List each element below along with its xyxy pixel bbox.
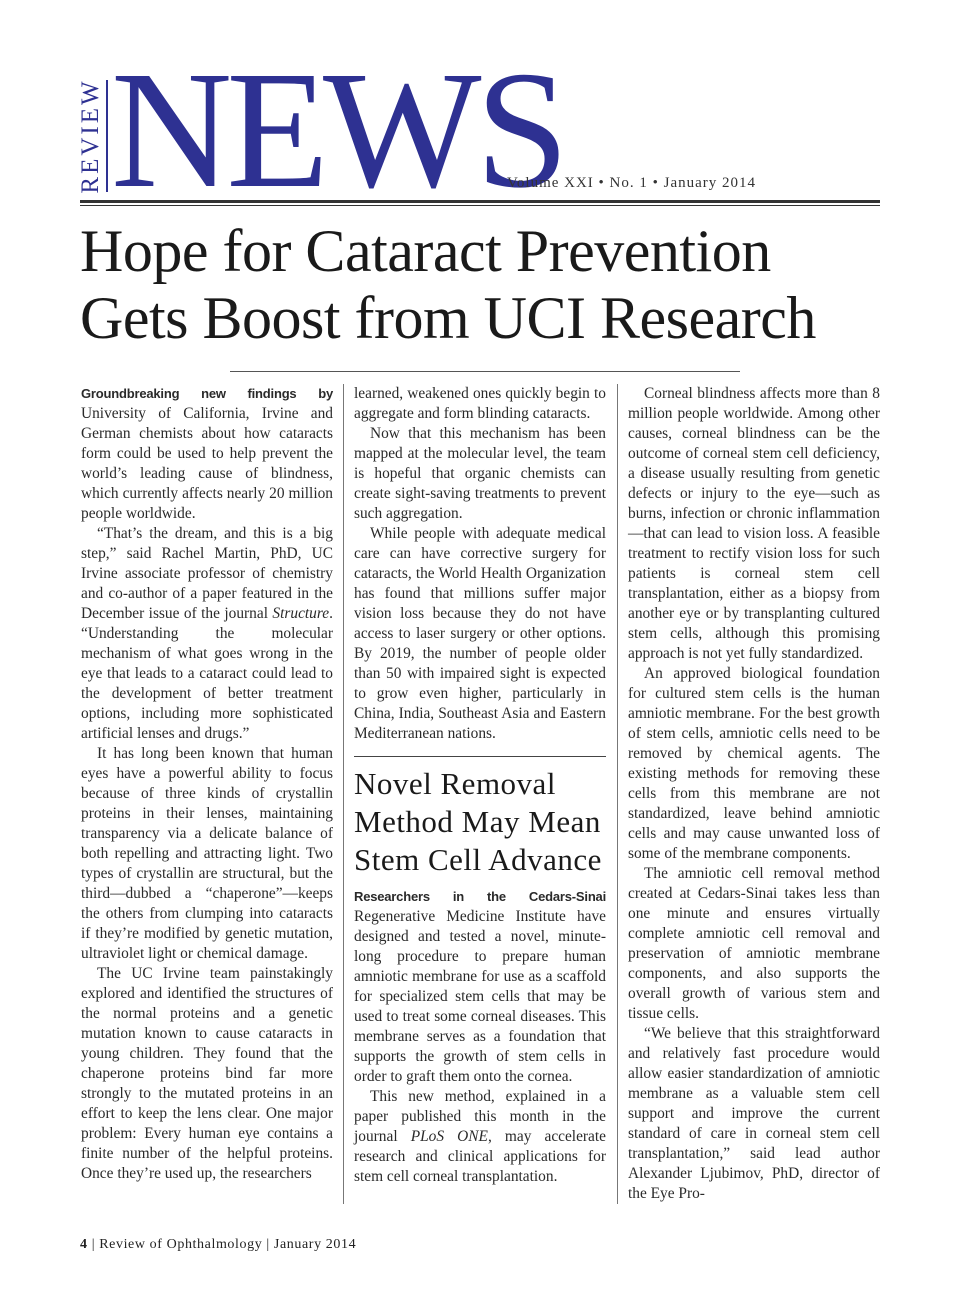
masthead-rule-thick xyxy=(80,200,880,203)
article-column-1 xyxy=(81,384,333,1184)
headline-line-2: Gets Boost from UCI Research xyxy=(80,285,816,351)
page-footer xyxy=(80,1237,356,1253)
article-paragraph: “That’s the dream, and this is a big step,” said Rachel Martin, PhD, UC Irvine associate professor of chemistry and co-author of a paper featured in the December issue of the journal Structure. “Understanding the molecular mechanism of what goes wrong in the eye that leads to a cataract could lead to the development of better treatment options, including more sophisticated artificial lenses and drugs.” xyxy=(81,525,333,742)
lead-in: Researchers in the Cedars-Sinai xyxy=(354,889,606,904)
article-paragraph: The amniotic cell removal method created at Cedars-Sinai takes less than one minute and ensures virtually complete amniotic cell removal and preservation of amniotic membrane components, and also supports the overall growth of various stem and tissue cells. xyxy=(628,865,880,1022)
article-paragraph: While people with adequate medical care can have corrective surgery for cataracts, the World Health Organization has found that millions suffer major vision loss because they do not have access to laser surgery or other options. By 2019, the number of people older than 50 with impaired sight is expected to grow even higher, particularly in China, India, Southeast Asia and Eastern Mediterranean nations. xyxy=(354,525,606,742)
footer-text: | Review of Ophthalmology | January 2014 xyxy=(87,1237,357,1252)
news-masthead-title: NEWS xyxy=(111,37,563,223)
article-paragraph: “We believe that this straightforward and relatively fast procedure would allow easier standardization of amniotic membrane as a valuable stem cell support and improve the current standard of care in corneal stem cell transplantation,” said lead author Alexander Ljubimov, PhD, director of the Eye Pro- xyxy=(628,1025,880,1202)
article-paragraph: learned, weakened ones quickly begin to aggregate and form blinding cataracts. xyxy=(354,385,606,422)
main-headline xyxy=(80,218,900,352)
article-paragraph: Groundbreaking new findings by University of California, Irvine and German chemists about how cataracts form could be used to help prevent the world’s leading cause of blindness, which currently affects nearly 20 million people worldwide. xyxy=(81,386,333,522)
article-paragraph: This new method, explained in a paper published this month in the journal PLoS ONE, may accelerate research and clinical applications for stem cell corneal transplantation. xyxy=(354,1088,606,1185)
review-vertical-label: REVIEW xyxy=(76,80,108,192)
page-number: 4 xyxy=(80,1237,88,1252)
article-paragraph: Now that this mechanism has been mapped at the molecular level, the team is hopeful that organic chemists can create sight-saving treatments to prevent such aggregation. xyxy=(354,425,606,522)
lead-in: Groundbreaking new findings by xyxy=(81,386,333,401)
issue-info: Volume XXI • No. 1 • January 2014 xyxy=(507,175,757,191)
article-column-3 xyxy=(628,384,880,1204)
article-paragraph: The UC Irvine team painstakingly explored and identified the structures of the normal proteins and a genetic mutation known to cause cataracts in young children. They found that the chaperone proteins bind far more strongly to the mutated proteins in an effort to keep the lens clear. One major problem: Every human eye contains a finite number of the helpful proteins. Once they’re used up, the researchers xyxy=(81,965,333,1182)
column-divider xyxy=(617,384,618,1204)
article-paragraph: Corneal blindness affects more than 8 million people worldwide. Among other causes, corneal blindness can be the outcome of corneal stem cell deficiency, a disease usually resulting from genetic defects or injury to the eye—such as burns, infection or chronic inflammation—that can lead to vision loss. A feasible treatment to rectify vision loss for such patients is corneal stem cell transplantation, either as a biopsy from another eye or by transplanting cultured stem cells, although this promising approach is not yet fully standardized. xyxy=(628,385,880,662)
article-paragraph: Researchers in the Cedars-Sinai Regenerative Medicine Institute have designed and tested a novel, minute-long procedure to prepare human amniotic membrane for use as a scaffold for specialized stem cells that may be used to treat some corneal diseases. This membrane serves as a foundation that supports the growth of stem cells in order to graft them onto the cornea. xyxy=(354,889,606,1085)
column-divider xyxy=(343,384,344,1204)
secondary-headline: Novel Removal Method May Mean Stem Cell Advance xyxy=(354,766,602,877)
article-column-2 xyxy=(354,384,606,1187)
headline-line-1: Hope for Cataract Prevention xyxy=(80,218,771,284)
journal-name: PLoS ONE xyxy=(410,1128,488,1145)
headline-rule xyxy=(230,371,740,372)
journal-name: Structure xyxy=(272,605,330,622)
section-rule xyxy=(354,756,606,757)
masthead-rule-thin xyxy=(80,205,880,206)
article-paragraph: It has long been known that human eyes have a powerful ability to focus because of three kinds of crystallin proteins in their lenses, maintaining transparency via a delicate balance of both repelling and attracting light. Two types of crystallin are structural, but the third—dubbed a “chaperone”—keeps the others from clumping into cataracts if they’re modified by genetic mutation, ultraviolet light or chemical damage. xyxy=(81,745,333,962)
article-paragraph: An approved biological foundation for cultured stem cells is the human amniotic membrane. For the best growth of stem cells, amniotic cells need to be removed by chemical agents. The existing methods for removing these cells from this membrane are not standardized, leave behind amniotic cells and may cause unwanted loss of some of the membrane components. xyxy=(628,665,880,862)
